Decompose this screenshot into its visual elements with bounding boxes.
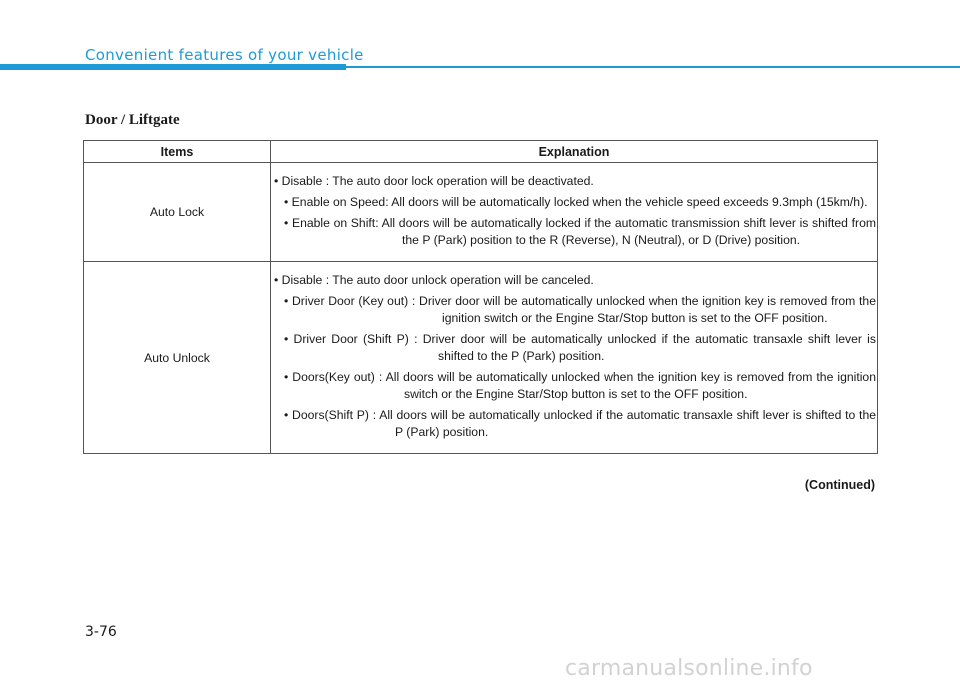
bullet-dot: •	[284, 294, 292, 308]
column-header-explanation: Explanation	[271, 141, 878, 163]
page-number: 3-76	[85, 624, 117, 640]
bullet-dot: •	[284, 332, 294, 346]
bullet-separator: :	[368, 408, 380, 422]
bullet-label: Enable on Speed	[291, 195, 386, 209]
bullet-label: Driver Door (Key out)	[292, 294, 409, 308]
header-accent-bar	[0, 64, 346, 70]
watermark: carmanualsonline.info	[565, 656, 813, 681]
bullet-text: The auto door unlock operation will be canceled.	[332, 273, 594, 287]
table-header-row	[84, 141, 878, 163]
continued-note: (Continued)	[804, 478, 875, 492]
bullet-dot: •	[284, 216, 292, 230]
section-title: Door / Liftgate	[85, 112, 180, 128]
bullet-dot: •	[274, 273, 282, 287]
bullet-item	[274, 272, 876, 289]
table-row	[84, 262, 878, 454]
settings-table	[83, 140, 878, 454]
bullet-dot: •	[284, 408, 293, 422]
bullet-dot: •	[284, 370, 293, 384]
explanation-cell	[271, 262, 878, 454]
bullet-label: Disable	[281, 174, 323, 188]
bullet-separator: :	[375, 216, 382, 230]
bullet-label: Driver Door (Shift P)	[293, 332, 409, 346]
bullet-separator: :	[322, 174, 333, 188]
table-body	[84, 163, 878, 454]
bullet-item	[274, 293, 876, 327]
bullet-item	[274, 215, 876, 249]
bullet-item	[274, 407, 876, 441]
bullet-item	[274, 331, 876, 365]
bullet-item	[274, 173, 876, 190]
bullet-text: Driver door will be automatically unlocked if the automatic transaxle shift lever is shifted to the P (Park) position.	[422, 332, 876, 363]
column-header-items: Items	[84, 141, 271, 163]
bullet-dot: •	[284, 195, 292, 209]
bullet-text: Driver door will be automatically unlocked when the ignition key is removed from the ignition switch or the Engine Star/Stop button is set to the OFF position.	[419, 294, 876, 325]
bullet-label: Disable	[281, 273, 323, 287]
bullet-item	[274, 369, 876, 403]
bullet-separator: :	[408, 332, 423, 346]
header-rule	[346, 66, 960, 68]
bullet-item	[274, 194, 876, 211]
table-row	[84, 163, 878, 262]
bullet-separator: :	[322, 273, 333, 287]
item-cell: Auto Lock	[84, 163, 271, 262]
item-cell: Auto Unlock	[84, 262, 271, 454]
bullet-text: All doors will be automatically unlocked if the automatic transaxle shift lever is shifted to the P (Park) position.	[379, 408, 877, 439]
chapter-title: Convenient features of your vehicle	[85, 46, 364, 64]
chapter-header	[0, 44, 960, 74]
bullet-label: Doors(Shift P)	[292, 408, 369, 422]
bullet-text: All doors will be automatically unlocked when the ignition key is removed from the ignition switch or the Engine Star/Stop button is set to the OFF position.	[385, 370, 876, 401]
bullet-dot: •	[274, 174, 282, 188]
bullet-separator: :	[385, 195, 392, 209]
explanation-cell	[271, 163, 878, 262]
bullet-separator: :	[408, 294, 420, 308]
bullet-label: Doors(Key out)	[292, 370, 375, 384]
bullet-text: All doors will be automatically locked when the vehicle speed exceeds 9.3mph (15km/h).	[391, 195, 868, 209]
bullet-text: All doors will be automatically locked if the automatic transmission shift lever is shifted from the P (Park) position to the R (Reverse), N (Neutral), or D (Drive) position.	[381, 216, 877, 247]
bullet-separator: :	[374, 370, 386, 384]
bullet-label: Enable on Shift	[291, 216, 376, 230]
bullet-text: The auto door lock operation will be deactivated.	[332, 174, 594, 188]
